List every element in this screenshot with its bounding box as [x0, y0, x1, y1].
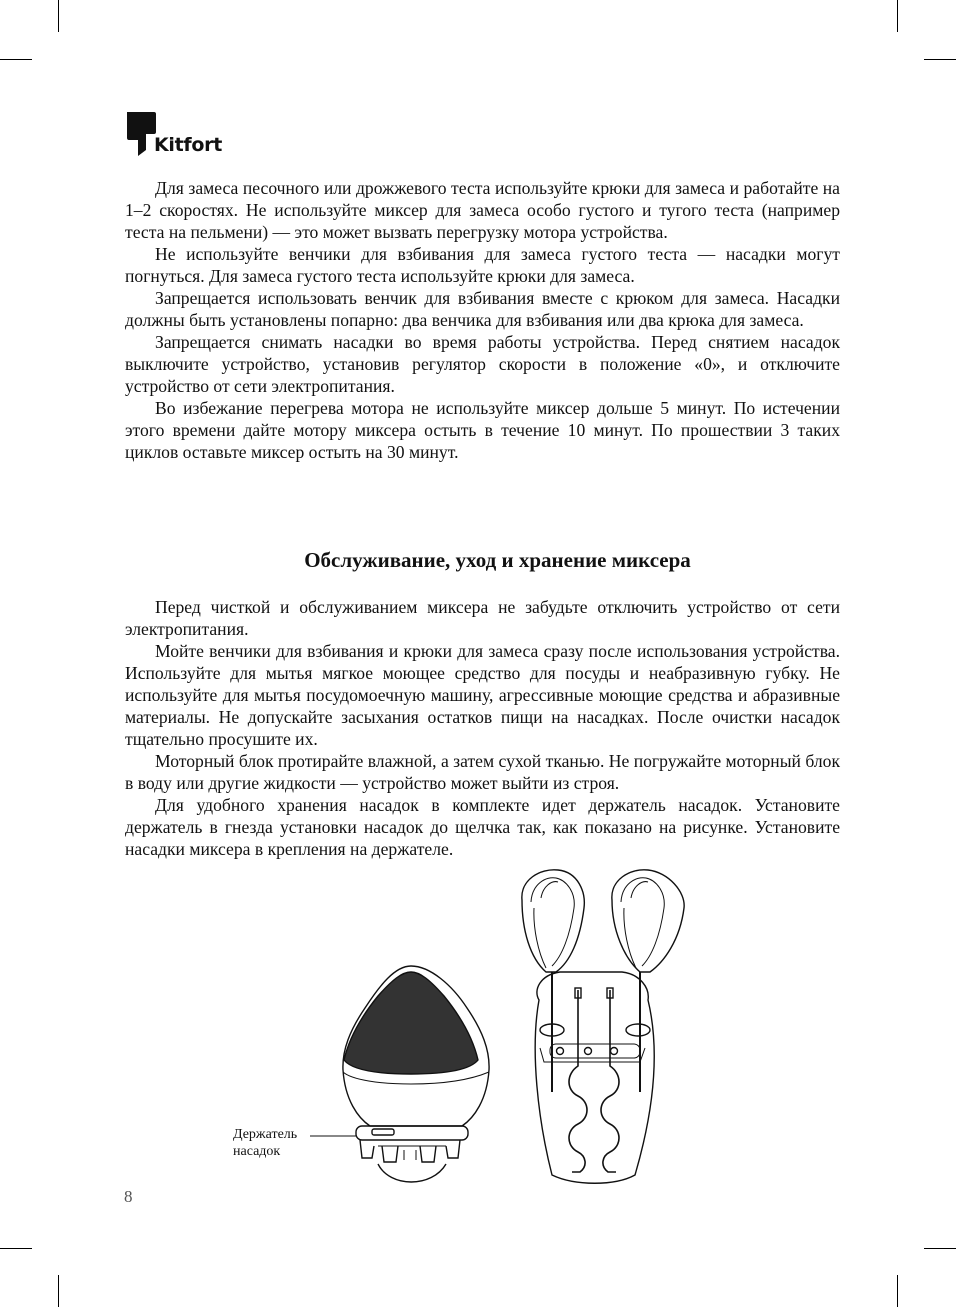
paragraph: Запрещается использовать венчик для взбивания вместе с крюком для замеса. Насадки должны быть установлены попарно: два венчика для взбивания или два крюка для замеса. [125, 288, 840, 330]
page-number: 8 [124, 1187, 133, 1206]
paragraph: Для замеса песочного или дрожжевого теста используйте крюки для замеса и работайте на 1–2 скоростях. Не используйте миксер для замеса особо густого и тугого теста (например теста на пельмени) — это может вызвать перегрузку мотора устройства. [125, 178, 840, 242]
section-title: Обслуживание, уход и хранение миксера [304, 548, 691, 572]
paragraph: Моторный блок протирайте влажной, а затем сухой тканью. Не погружайте моторный блок в воду или другие жидкости — устройство может выйти из строя. [125, 751, 840, 793]
paragraph: Для удобного хранения насадок в комплекте идет держатель насадок. Установите держатель в гнезда установки насадок до щелчка так, как показано на рисунке. Установите насадки миксера в крепления на держателе. [125, 795, 840, 859]
attachment-holder-drawing [343, 966, 489, 1182]
paragraph: Запрещается снимать насадки во время работы устройства. Перед снятием насадок выключите устройство, установив регулятор скорости в положение «0», и отключите устройство от сети электропитания. [125, 332, 840, 396]
caption-line: Держатель [233, 1127, 298, 1142]
figure-caption [233, 1126, 297, 1160]
paragraph: Перед чисткой и обслуживанием миксера не забудьте отключить устройство от сети электропитания. [125, 597, 840, 639]
holder-with-attachments-drawing [522, 870, 684, 1183]
logo-text: Kitfort [154, 134, 222, 156]
paragraph: Во избежание перегрева мотора не используйте миксер дольше 5 минут. По истечении этого времени дайте мотору миксера остыть в течение 10 минут. По прошествии 3 таких циклов оставьте миксер остыть на 30 минут. [125, 398, 840, 462]
paragraph: Не используйте венчики для взбивания для замеса густого теста — насадки могут погнуться. Для замеса густого теста используйте крюки для замеса. [125, 244, 840, 286]
paragraph: Мойте венчики для взбивания и крюки для замеса сразу после использования устройства. Используйте для мытья мягкое моющее средство для посуды и неабразивную губку. Не используйте для мытья посудомоечную машину, агрессивные моющие средства и абразивные материалы. Не допускайте засыхания остатков пищи на насадках. После очистки насадок тщательно просушите их. [125, 641, 840, 749]
caption-line: насадок [233, 1144, 281, 1159]
